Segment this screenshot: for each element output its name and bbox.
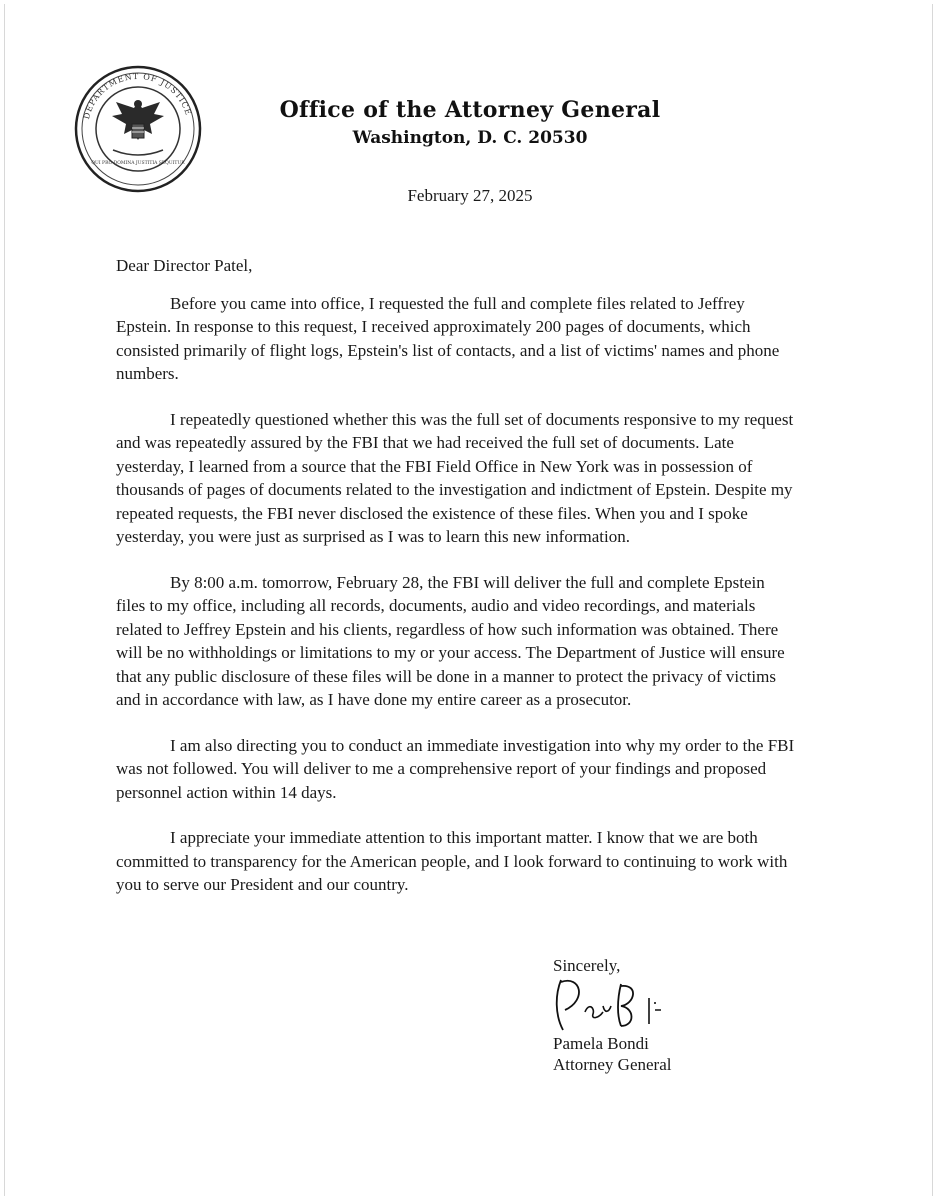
paragraph-1: Before you came into office, I requested the full and complete files related to Jeffrey Epstein. In response to this request, I received approximately 200 pages of documents, which consisted primarily of flight logs, Epstein's list of contacts, and a list of victims' names and phone numbers. <box>116 293 780 383</box>
paragraph-3: By 8:00 a.m. tomorrow, February 28, the FBI will deliver the full and complete Epstein files to my office, including all records, documents, audio and video recordings, and materials related to Jeffrey Epstein and his clients, regardless of how such information was obtained. There will be no withholdings or limitations to my or your access. The Department of Justice will ensure that any public disclosure of these files will be done in a manner to protect the privacy of victims and in accordance with law, as I have done my entire career as a prosecutor. <box>116 572 785 709</box>
seal-motto: QUI PRO DOMINA JUSTITIA SEQUITUR <box>91 161 185 166</box>
letter-body <box>116 254 796 919</box>
closing: Sincerely, <box>553 956 621 975</box>
paragraph-4: I am also directing you to conduct an immediate investigation into why my order to the FBI was not followed. You will deliver to me a comprehensive report of your findings and proposed personnel action within 14 days. <box>116 735 795 802</box>
salutation: Dear Director Patel, <box>116 256 253 275</box>
letterhead <box>250 96 690 150</box>
seal-ring-text: DEPARTMENT OF JUSTICE <box>81 71 194 121</box>
paragraph-2: I repeatedly questioned whether this was the full set of documents responsive to my request and was repeatedly assured by the FBI that we had received the full set of documents. Late yesterday, I learned from a source that the FBI Field Office in New York was in possession of thousands of pages of documents related to the investigation and indictment of Epstein. Despite my repeated requests, the FBI never disclosed the existence of these files. When you and I spoke yesterday, you were just as surprised as I was to learn this new information. <box>116 409 794 546</box>
paragraph-5: I appreciate your immediate attention to this important matter. I know that we are both committed to transparency for the American people, and I look forward to continuing to work with you to serve our President and our country. <box>116 828 788 894</box>
letterhead-address: Washington, D. C. 20530 <box>352 128 588 148</box>
doj-seal-icon <box>73 64 203 194</box>
letter-date: February 27, 2025 <box>407 186 533 205</box>
signer-title: Attorney General <box>553 1055 672 1074</box>
handwritten-signature <box>551 970 681 1040</box>
letterhead-office: Office of the Attorney General <box>279 97 661 123</box>
signer-name: Pamela Bondi <box>553 1034 649 1053</box>
